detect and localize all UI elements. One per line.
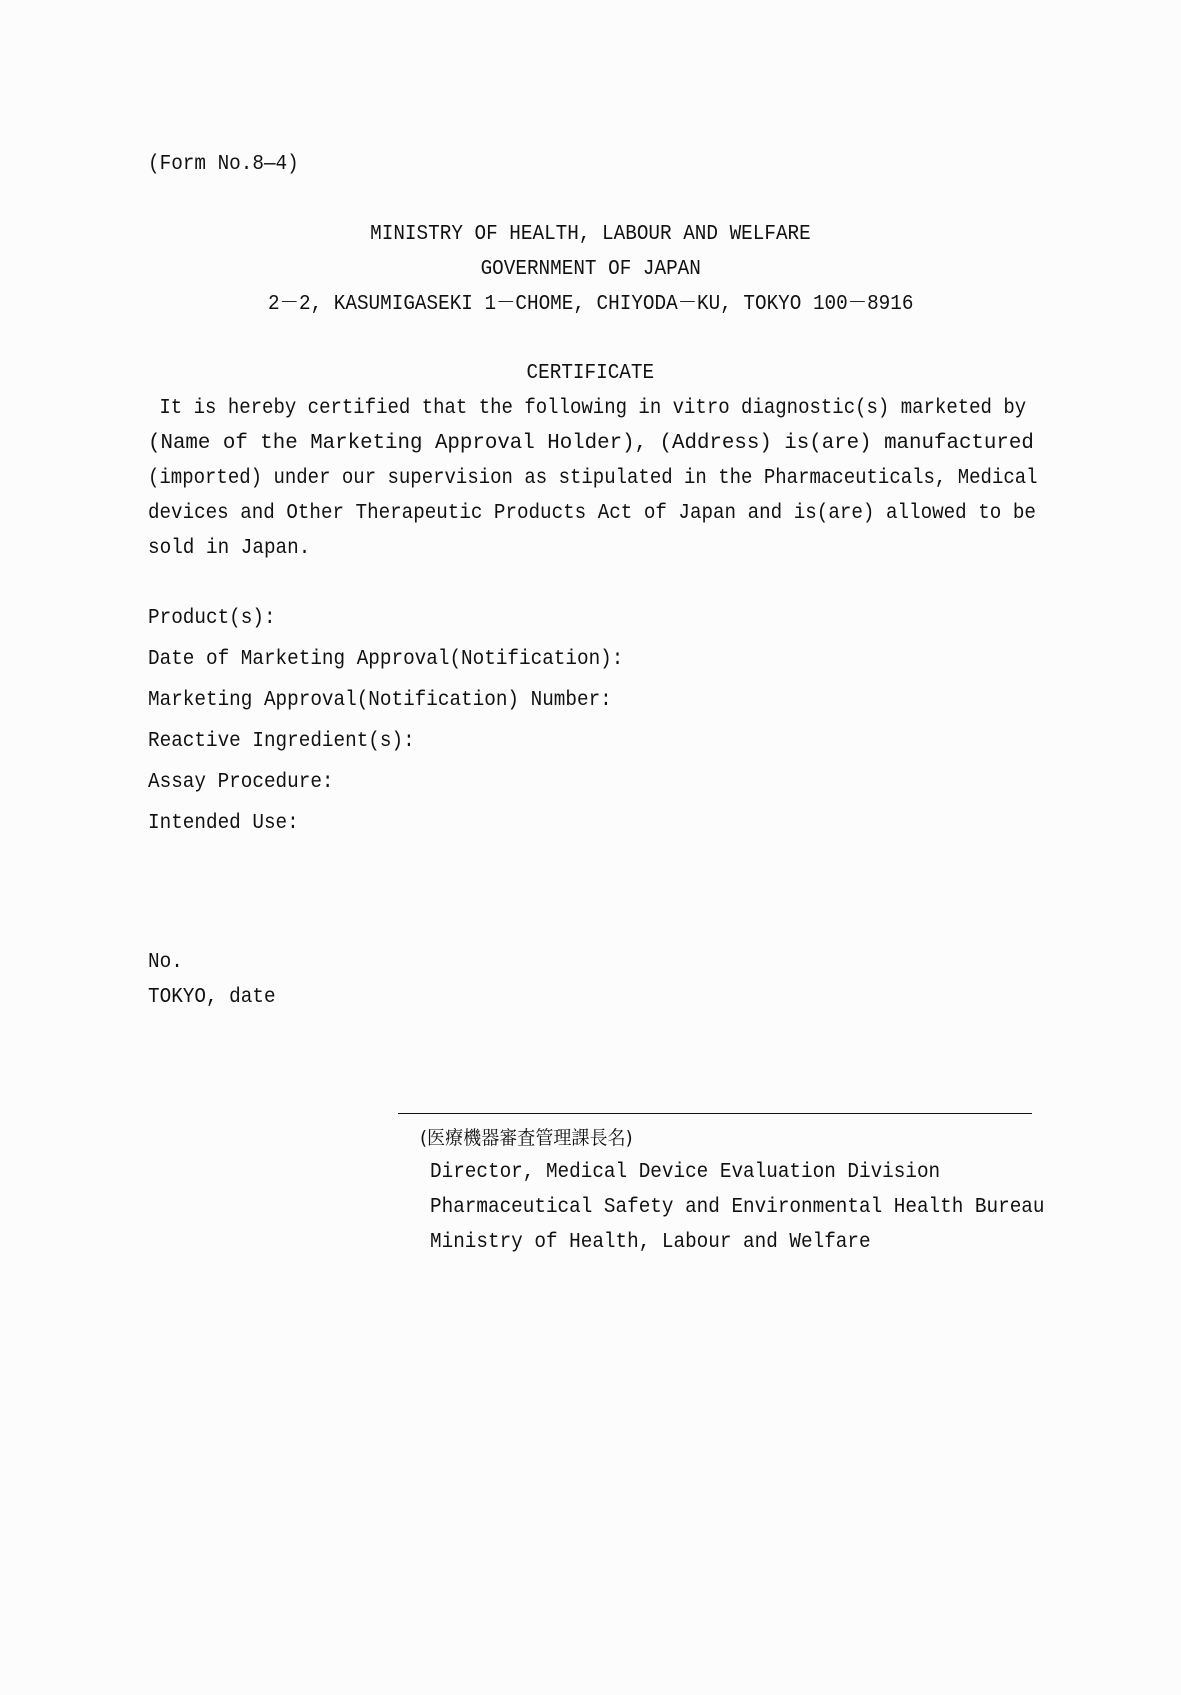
certificate-title: [0, 361, 1181, 387]
header-ministry: [0, 222, 1181, 248]
number-label: No.: [148, 951, 183, 974]
signature-bureau: Pharmaceutical Safety and Environmental Health Bureau: [430, 1196, 1045, 1219]
field-reactive-ingredients: Reactive Ingredient(s):: [148, 730, 415, 753]
body-line: (imported) under our supervision as stipulated in the Pharmaceuticals, Medical: [148, 467, 1038, 490]
field-approval-date: Date of Marketing Approval(Notification):: [148, 648, 624, 671]
signature-line: [398, 1113, 1032, 1114]
header-government: [0, 257, 1181, 283]
field-products: Product(s):: [148, 607, 276, 630]
body-line: It is hereby certified that the following in vitro diagnostic(s) marketed by: [148, 397, 1027, 420]
certificate-title-text: CERTIFICATE: [526, 362, 655, 385]
body-line: (Name of the Marketing Approval Holder), (Address) is(are) manufactured: [148, 432, 1034, 455]
signature-title: Director, Medical Device Evaluation Division: [430, 1161, 941, 1184]
field-approval-number: Marketing Approval(Notification) Number:: [148, 689, 612, 712]
body-line: devices and Other Therapeutic Products Act of Japan and is(are) allowed to be: [148, 502, 1036, 525]
body-line: sold in Japan.: [148, 537, 311, 560]
field-intended-use: Intended Use:: [148, 812, 299, 835]
header-address-text: 2－2, KASUMIGASEKI 1－CHOME, CHIYODA－KU, TOKYO 100－8916: [267, 293, 914, 316]
signature-ministry: Ministry of Health, Labour and Welfare: [430, 1231, 871, 1254]
signature-japanese-name: (医療機器審査管理課長名): [420, 1127, 633, 1149]
field-assay-procedure: Assay Procedure:: [148, 771, 334, 794]
place-date: TOKYO, date: [148, 986, 276, 1009]
header-ministry-text: MINISTRY OF HEALTH, LABOUR AND WELFARE: [370, 223, 811, 246]
header-address: [0, 292, 1181, 318]
header-government-text: GOVERNMENT OF JAPAN: [480, 258, 701, 281]
form-number: (Form No.8—4): [148, 153, 299, 176]
